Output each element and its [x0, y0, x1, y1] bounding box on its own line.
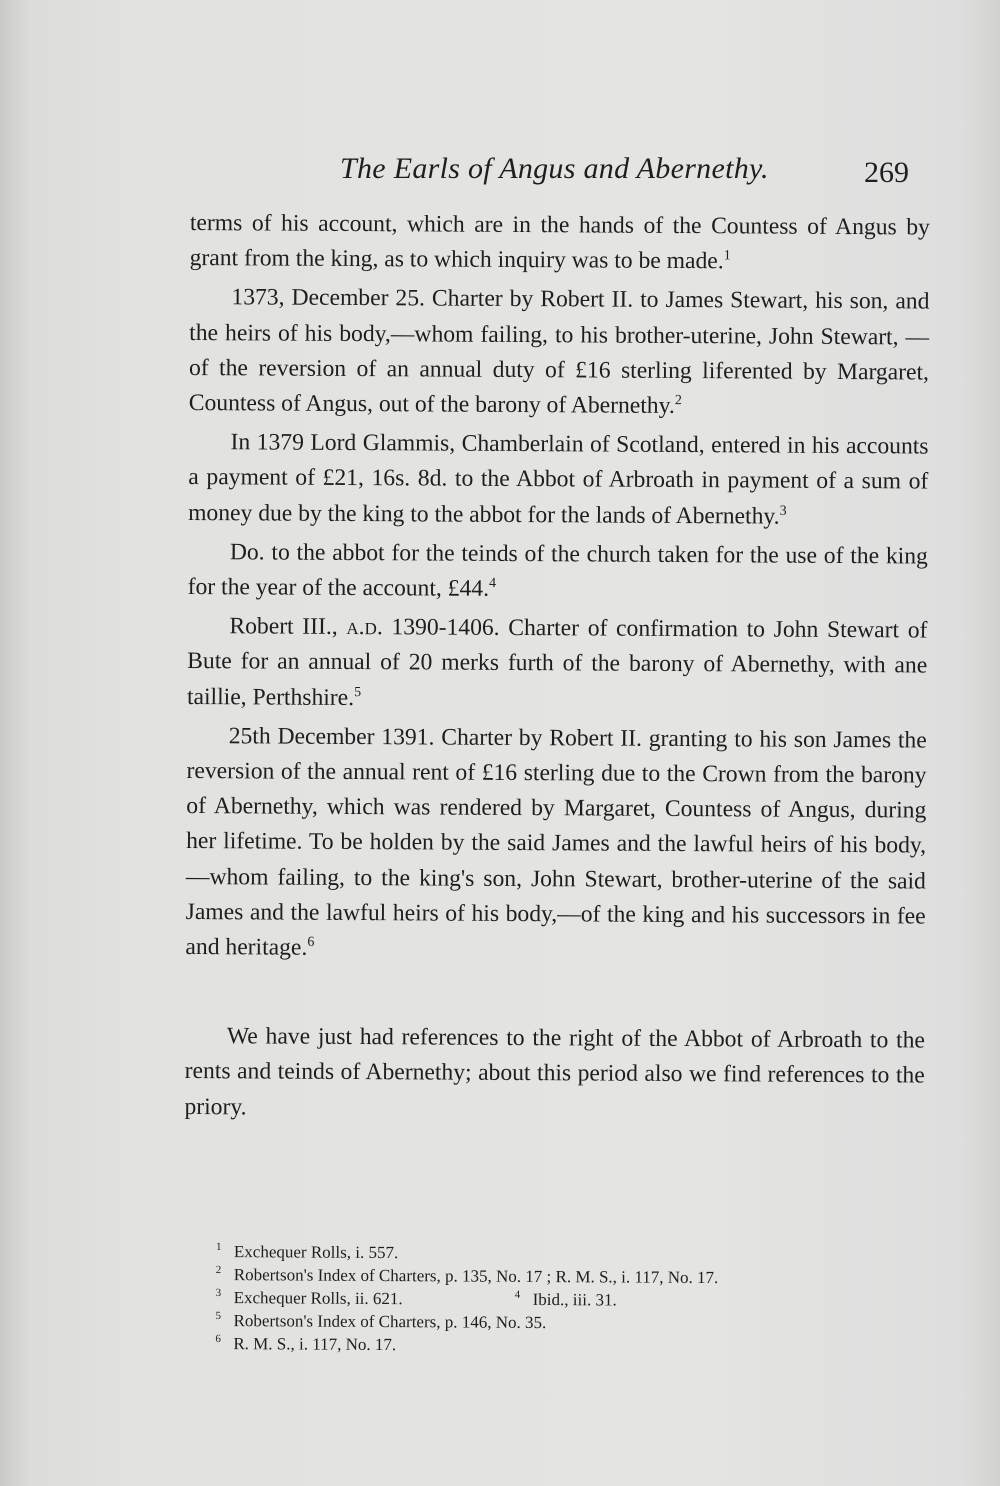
paragraph-text: Do. to the abbot for the teinds of the church taken for the use of the king for the year of the account, £44. [187, 539, 928, 602]
footnote-text: R. M. S., i. 117, No. 17. [233, 1334, 397, 1355]
paragraph-teinds [188, 535, 928, 610]
era-abbreviation: a.d. [346, 614, 383, 641]
footnote-ref: 4 [489, 576, 497, 592]
paragraph-text: 1373, December 25. Charter by Robert II. to James Stewart, his son, and the heirs of his body,—whom failing, to his brother-uterine, John Stewart, — of the reversion of an annual duty of £16 sterling liferented by Margaret, Countess of Angus, out of the barony of Abernethy. [188, 284, 930, 419]
footnote-text: Robertson's Index of Charters, p. 146, No. 35. [233, 1311, 547, 1333]
paragraph-priory [184, 1019, 925, 1129]
paragraph-text: We have just had references to the right of the Abbot of Arbroath to the rents and teinds of Abernethy; about this period also we find references to the priory. [184, 1023, 925, 1121]
footnote-6 [215, 1332, 915, 1359]
running-header [0, 150, 1000, 194]
footnotes [215, 1240, 916, 1359]
main-text [184, 206, 930, 1129]
paragraph-text: In 1379 Lord Glammis, Chamberlain of Scotland, entered in his accounts a payment of £21, 16s. 8d. to the Abbot of Arbroath in payment of a sum of money due by the king to the abbot for the lands of Abernethy. [188, 429, 929, 530]
paragraph-text-start: Robert III., [229, 613, 347, 641]
footnote-text: Ibid., iii. 31. [532, 1289, 617, 1310]
footnote-ref: 6 [307, 934, 315, 950]
paragraph-text: 25th December 1391. Charter by Robert II. granting to his son James the reversion of the annual rent of £16 sterling due to the Crown from the barony of Abernethy, which was rendered by Margaret, Countess of Angus, during her lifetime. To be holden by the said James and the lawful heirs of his body,—whom failing, to the king's son, John Stewart, brother-uterine of the said James and the lawful heirs of his body,—of the king and his successors in fee and heritage. [185, 723, 927, 961]
footnote-text: Robertson's Index of Charters, p. 135, No. 17 ; R. M. S., i. 117, No. 17. [233, 1265, 719, 1288]
footnote-text: Exchequer Rolls, i. 557. [233, 1242, 399, 1263]
paragraph-text: terms of his account, which are in the hands of the Countess of Angus by grant from the king, as to which inquiry was to be made. [189, 209, 930, 275]
paragraph-continued [190, 206, 930, 281]
running-title: The Earls of Angus and Abernethy. [340, 152, 769, 185]
footnote-text: Exchequer Rolls, ii. 621. [233, 1288, 403, 1309]
footnote-ref: 1 [723, 248, 731, 264]
paragraph-charter-1391 [185, 719, 926, 970]
paragraph-text-end: 1390-1406. Charter of confirmation to John Stewart of Bute for an annual of 20 merks furth of the barony of Abernethy, with ane taillie, Perthshire. [186, 614, 928, 711]
footnote-ref: 2 [674, 393, 682, 409]
paragraph-robert-iii [187, 609, 928, 719]
paragraph-glammis-1379 [188, 425, 929, 535]
footnote-ref: 5 [354, 684, 362, 700]
footnote-ref: 3 [779, 503, 787, 519]
page-number: 269 [864, 156, 909, 189]
paragraph-charter-1373 [189, 280, 930, 425]
